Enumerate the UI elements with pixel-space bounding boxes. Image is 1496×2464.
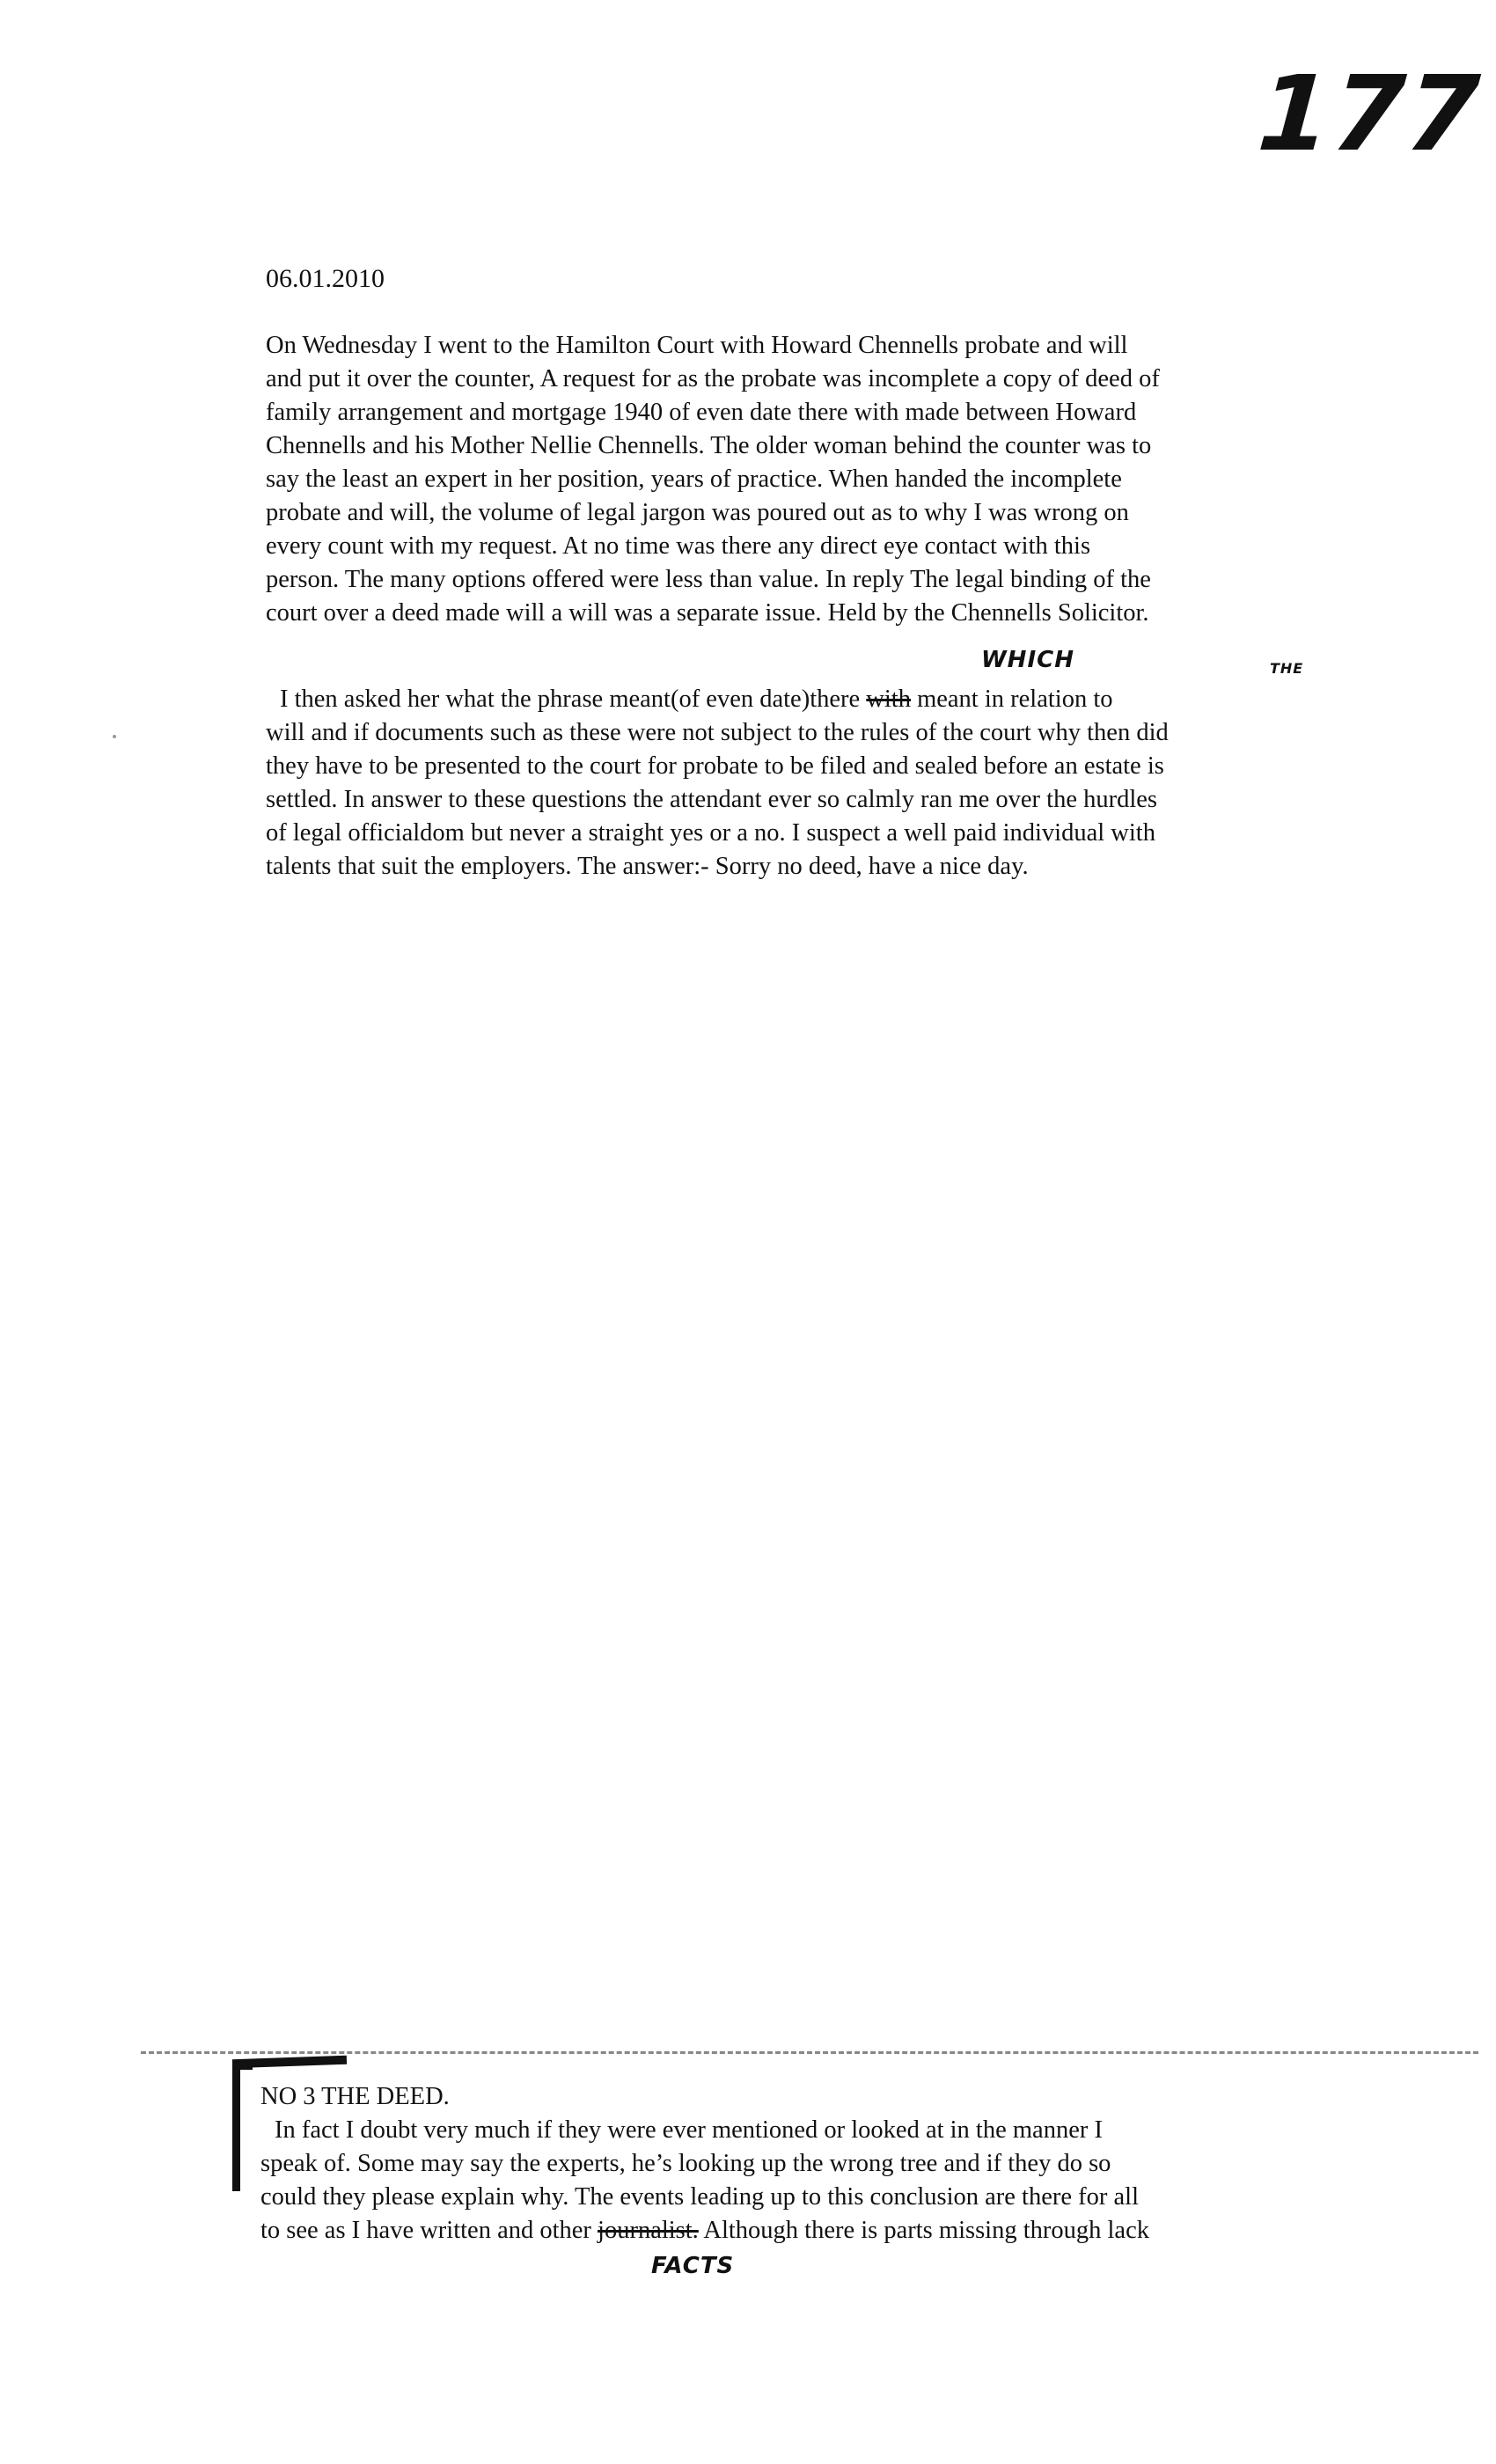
text-fragment: to see as I have written and other <box>260 2217 598 2244</box>
text-fragment: meant in relation to <box>910 686 1113 713</box>
text-line: talents that suit the employers. The answer:- Sorry no deed, have a nice day. <box>266 853 1029 880</box>
page-number: 177 <box>1254 53 1485 174</box>
text-line <box>266 683 1304 716</box>
handwritten-insertion-facts: FACTS <box>651 2253 735 2279</box>
text-line: speak of. Some may say the experts, he’s looking up the wrong tree and if they do so <box>260 2150 1111 2177</box>
text-line: they have to be presented to the court for probate to be filed and sealed before an estate is <box>266 752 1164 780</box>
scan-artifact <box>113 735 116 738</box>
text-fragment: Although there is parts missing through lack <box>698 2217 1149 2244</box>
text-line: will and if documents such as these were not subject to the rules of the court why then did <box>266 719 1169 746</box>
text-line: settled. In answer to these questions the attendant ever so calmly ran me over the hurdles <box>266 786 1158 813</box>
text-line: and put it over the counter, A request for as the probate was incomplete a copy of deed of <box>266 365 1160 392</box>
circled-phrase: (of even date) <box>670 686 810 713</box>
text-line: Chennells and his Mother Nellie Chennells. The older woman behind the counter was to <box>266 432 1152 459</box>
text-line: every count with my request. At no time was there any direct eye contact with this <box>266 532 1091 560</box>
paragraph-even-date-question <box>266 683 1304 884</box>
cut-line-divider <box>141 2051 1478 2054</box>
paragraph-no3-the-deed <box>260 2080 1316 2248</box>
handwritten-insertion-which: WHICH <box>981 647 1074 673</box>
struck-word: with <box>866 686 911 713</box>
text-fragment: there <box>810 686 867 713</box>
text-line: In fact I doubt very much if they were ever mentioned or looked at in the manner I <box>275 2116 1103 2144</box>
text-fragment: I then asked her what the phrase meant <box>280 686 671 713</box>
text-line: probate and will, the volume of legal jargon was poured out as to why I was wrong on <box>266 499 1129 526</box>
text-line: could they please explain why. The events leading up to this conclusion are there for all <box>260 2183 1139 2211</box>
document-date: 06.01.2010 <box>266 264 385 293</box>
text-line: family arrangement and mortgage 1940 of even date there with made between Howard <box>266 399 1137 426</box>
handwritten-insertion-the: THE <box>1270 660 1304 677</box>
text-line: say the least an expert in her position, years of practice. When handed the incomplete <box>266 466 1122 493</box>
text-line <box>260 2214 1316 2248</box>
paragraph-hamilton-court <box>266 329 1304 630</box>
text-line: court over a deed made will a will was a separate issue. Held by the Chennells Solicitor. <box>266 599 1149 627</box>
section-heading: NO 3 THE DEED. <box>260 2083 450 2110</box>
text-line: On Wednesday I went to the Hamilton Court with Howard Chennells probate and will <box>266 332 1128 359</box>
handwritten-bracket <box>232 2062 253 2191</box>
struck-word: journalist. <box>598 2217 699 2244</box>
text-line: of legal officialdom but never a straight yes or a no. I suspect a well paid individual with <box>266 819 1155 847</box>
text-line: person. The many options offered were less than value. In reply The legal binding of the <box>266 566 1151 593</box>
